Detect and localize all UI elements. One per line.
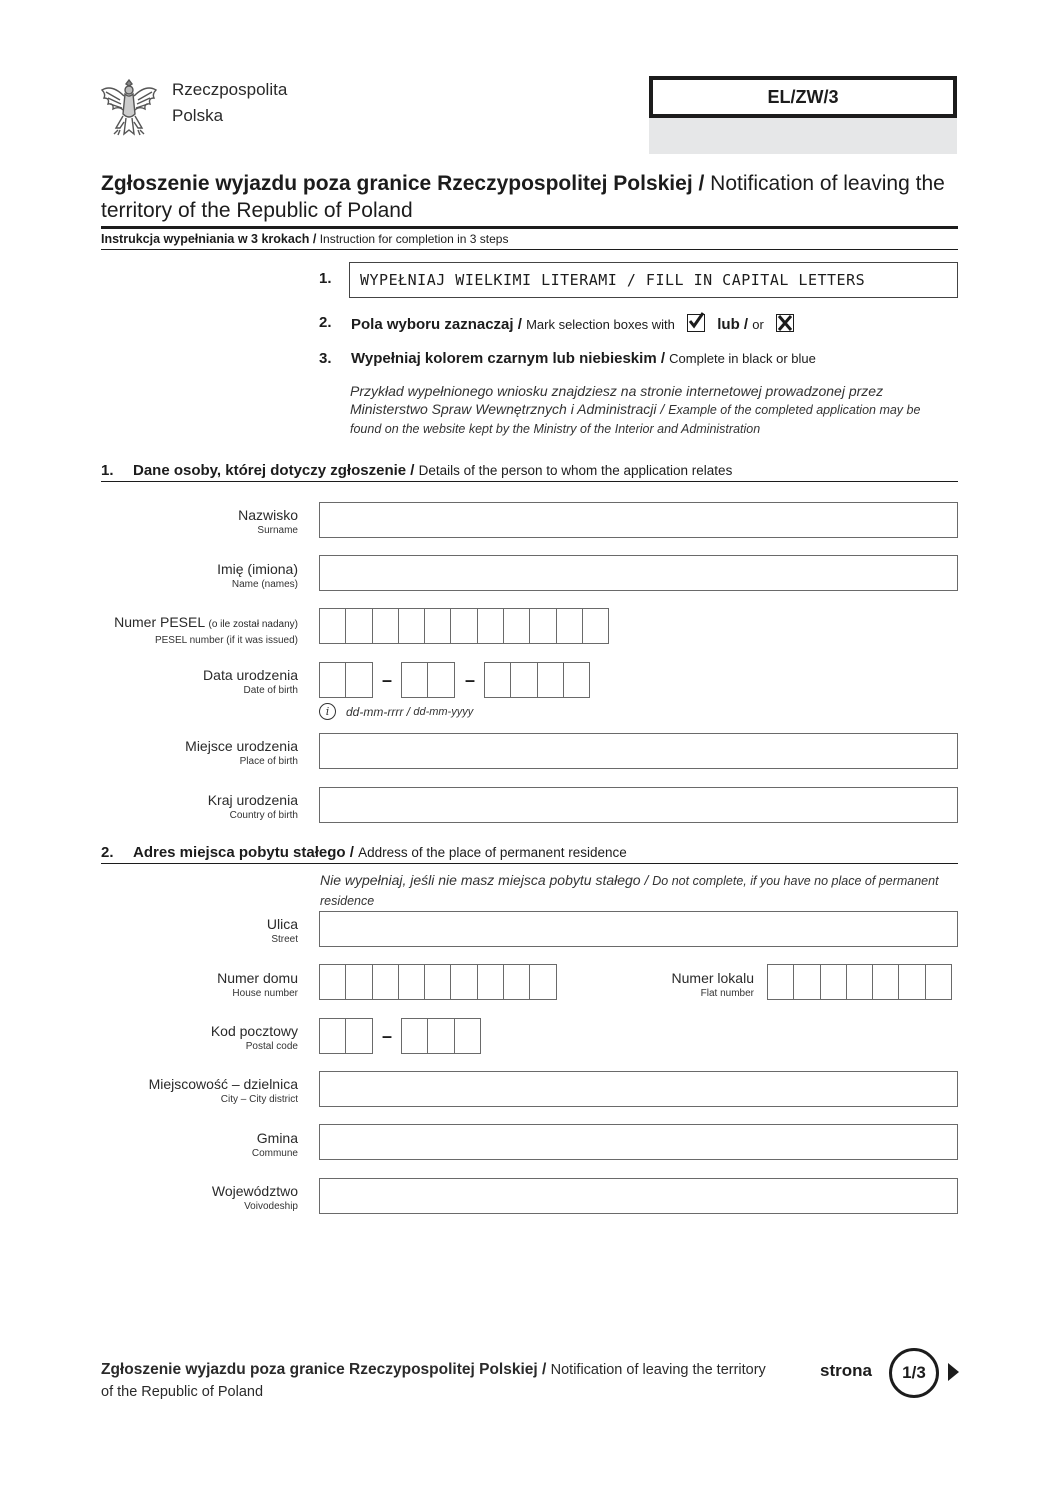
street-label — [267, 915, 298, 947]
step-2-en: Mark selection boxes with — [526, 317, 675, 332]
flat-number-char[interactable] — [872, 964, 899, 1000]
house-number-char[interactable] — [372, 964, 399, 1000]
place-of-birth-field[interactable] — [319, 733, 958, 769]
dob-day-field[interactable] — [319, 662, 373, 698]
page-number: 1/3 — [889, 1348, 939, 1398]
dob-year-digit[interactable] — [563, 662, 590, 698]
street-label-en: Street — [271, 934, 298, 945]
postal-code-digit[interactable] — [401, 1018, 428, 1054]
footer-title-pl: Zgłoszenie wyjazdu poza granice Rzeczypospolitej Polskiej / — [101, 1361, 547, 1378]
date-separator: – — [465, 670, 476, 690]
dob-day-digit[interactable] — [319, 662, 346, 698]
dob-month-field[interactable] — [401, 662, 455, 698]
house-number-char[interactable] — [345, 964, 372, 1000]
step-number: 2. — [319, 314, 332, 331]
pesel-digit[interactable] — [582, 608, 609, 644]
date-format-hint — [319, 703, 473, 720]
instructions-heading-en: Instruction for completion in 3 steps — [319, 232, 509, 246]
instructions-heading — [101, 232, 508, 246]
pesel-digit[interactable] — [477, 608, 504, 644]
country-line-1: Rzeczpospolita — [172, 80, 288, 99]
residence-note-en: Do not complete, if you have no place of permanent residence — [320, 874, 939, 908]
footer-title — [101, 1359, 781, 1403]
names-label — [217, 560, 298, 592]
checkmark-icon — [687, 314, 705, 332]
postal-code-part2[interactable] — [401, 1018, 481, 1054]
pesel-label-pl-note: (o ile został nadany) — [208, 619, 298, 630]
dob-month-digit[interactable] — [401, 662, 428, 698]
house-number-label-pl: Numer domu — [217, 970, 298, 986]
pob-label-en: Place of birth — [239, 756, 298, 767]
date-format-en: dd-mm-yyyy — [413, 705, 474, 718]
pesel-digit[interactable] — [319, 608, 346, 644]
commune-label — [252, 1129, 298, 1161]
house-number-char[interactable] — [529, 964, 556, 1000]
office-use-box — [649, 118, 957, 154]
pesel-label-en: PESEL number (if it was issued) — [154, 635, 298, 646]
cob-label — [208, 791, 298, 823]
page-title — [101, 170, 961, 224]
surname-field[interactable] — [319, 502, 958, 538]
postal-code-label-en: Postal code — [245, 1041, 298, 1052]
pesel-label-pl-main: Numer PESEL — [114, 614, 205, 630]
city-label — [149, 1075, 298, 1107]
pesel-field[interactable] — [319, 608, 609, 644]
dob-label — [203, 666, 298, 698]
section-2-heading — [101, 844, 627, 861]
names-label-pl: Imię (imiona) — [217, 561, 298, 577]
postal-code-part1[interactable] — [319, 1018, 373, 1054]
postal-code-digit[interactable] — [319, 1018, 346, 1054]
surname-label — [238, 506, 298, 538]
country-name — [172, 77, 287, 129]
voivodeship-field[interactable] — [319, 1178, 958, 1214]
step-3-pl: Wypełniaj kolorem czarnym lub niebieskim / — [351, 350, 665, 367]
city-field[interactable] — [319, 1071, 958, 1107]
pesel-digit[interactable] — [556, 608, 583, 644]
flat-number-field[interactable] — [767, 964, 952, 1000]
form-code: EL/ZW/3 — [649, 76, 957, 118]
section-2-title-pl: Adres miejsca pobytu stałego / — [133, 844, 354, 861]
dob-year-digit[interactable] — [537, 662, 564, 698]
section-1-title-en: Details of the person to whom the application relates — [418, 463, 733, 478]
next-page-icon[interactable] — [948, 1363, 959, 1381]
flat-number-label-en: Flat number — [700, 988, 754, 999]
residence-note-pl: Nie wypełniaj, jeśli nie masz miejsca pobytu stałego / — [320, 872, 649, 888]
footer-title-en: Notification of leaving the territory of the Republic of Poland — [101, 1362, 766, 1400]
pesel-digit[interactable] — [450, 608, 477, 644]
residence-note — [320, 871, 940, 911]
pob-label-pl: Miejsce urodzenia — [185, 738, 298, 754]
page-label: strona — [820, 1361, 872, 1380]
cob-label-en: Country of birth — [229, 810, 298, 821]
house-number-label-en: House number — [232, 988, 298, 999]
commune-label-en: Commune — [251, 1148, 298, 1159]
pob-label — [185, 737, 298, 769]
title-pl: Zgłoszenie wyjazdu poza granice Rzeczypospolitej Polskiej / — [101, 172, 705, 195]
house-number-char[interactable] — [424, 964, 451, 1000]
pesel-digit[interactable] — [503, 608, 530, 644]
divider — [101, 226, 958, 229]
step-2-text — [351, 314, 794, 333]
voivodeship-label-pl: Województwo — [211, 1183, 298, 1199]
polish-eagle-icon — [98, 74, 160, 140]
commune-label-pl: Gmina — [256, 1130, 298, 1146]
flat-number-char[interactable] — [793, 964, 820, 1000]
capital-letters-instruction: WYPEŁNIAJ WIELKIMI LITERAMI / FILL IN CAPITAL LETTERS — [349, 262, 958, 298]
names-label-en: Name (names) — [231, 579, 298, 590]
flat-number-label — [672, 969, 754, 1001]
postal-code-digit[interactable] — [454, 1018, 481, 1054]
instructions-heading-pl: Instrukcja wypełniania w 3 krokach / — [101, 232, 317, 246]
country-line-2: Polska — [172, 106, 224, 125]
cross-icon — [776, 314, 794, 332]
country-of-birth-field[interactable] — [319, 787, 958, 823]
flat-number-char[interactable] — [846, 964, 873, 1000]
divider — [101, 249, 958, 250]
pesel-digit[interactable] — [529, 608, 556, 644]
step-2-or-en: or — [752, 317, 764, 332]
section-number: 2. — [101, 844, 114, 861]
flat-number-char[interactable] — [767, 964, 794, 1000]
commune-field[interactable] — [319, 1124, 958, 1160]
section-1-title-pl: Dane osoby, której dotyczy zgłoszenie / — [133, 462, 415, 479]
divider — [101, 863, 958, 864]
pesel-label-pl — [114, 613, 298, 634]
postal-separator: – — [382, 1026, 393, 1046]
house-number-char[interactable] — [398, 964, 425, 1000]
house-number-field[interactable] — [319, 964, 557, 1000]
dob-year-field[interactable] — [484, 662, 590, 698]
names-field[interactable] — [319, 555, 958, 591]
flat-number-label-pl: Numer lokalu — [671, 970, 754, 986]
cob-label-pl: Kraj urodzenia — [207, 792, 298, 808]
surname-label-en: Surname — [257, 525, 298, 536]
step-number: 1. — [319, 270, 332, 287]
voivodeship-label — [212, 1182, 298, 1214]
postal-code-label — [211, 1022, 298, 1054]
pesel-label — [114, 613, 298, 648]
flat-number-char[interactable] — [898, 964, 925, 1000]
surname-label-pl: Nazwisko — [238, 507, 298, 523]
section-2-title-en: Address of the place of permanent residence — [358, 845, 627, 860]
section-number: 1. — [101, 462, 114, 479]
postal-code-digit[interactable] — [345, 1018, 372, 1054]
city-label-en: City – City district — [220, 1094, 298, 1105]
section-1-heading — [101, 462, 732, 479]
divider — [101, 481, 958, 482]
title-en: Notification of leaving the territory of the Republic of Poland — [101, 172, 945, 222]
postal-code-label-pl: Kod pocztowy — [210, 1023, 298, 1039]
dob-label-en: Date of birth — [243, 685, 298, 696]
postal-code-digit[interactable] — [427, 1018, 454, 1054]
house-number-label — [217, 969, 298, 1001]
dob-label-pl: Data urodzenia — [203, 667, 298, 683]
step-2-or-pl: lub / — [717, 316, 749, 333]
pesel-digit[interactable] — [345, 608, 372, 644]
step-number: 3. — [319, 350, 332, 367]
house-number-char[interactable] — [450, 964, 477, 1000]
street-field[interactable] — [319, 911, 958, 947]
dob-year-digit[interactable] — [510, 662, 537, 698]
dob-day-digit[interactable] — [345, 662, 372, 698]
date-separator: – — [382, 670, 393, 690]
step-3-text — [351, 350, 816, 367]
house-number-char[interactable] — [319, 964, 346, 1000]
example-note-pl: Przykład wypełnionego wniosku znajdziesz na stronie internetowej prowadzonej przez Ministerstwo Spraw Wewnętrznych i Administracji / — [350, 383, 884, 417]
date-format-pl: dd-mm-rrrr / — [346, 704, 410, 719]
example-note-en: Example of the completed application may be found on the website kept by the Ministry of the Interior and Administration — [350, 403, 921, 436]
house-number-char[interactable] — [503, 964, 530, 1000]
example-note — [350, 382, 950, 438]
street-label-pl: Ulica — [266, 916, 298, 932]
flat-number-char[interactable] — [925, 964, 952, 1000]
dob-month-digit[interactable] — [427, 662, 454, 698]
info-icon: i — [319, 703, 336, 720]
pesel-digit[interactable] — [398, 608, 425, 644]
city-label-pl: Miejscowość – dzielnica — [148, 1076, 298, 1092]
pesel-digit[interactable] — [424, 608, 451, 644]
voivodeship-label-en: Voivodeship — [244, 1201, 298, 1212]
pesel-digit[interactable] — [372, 608, 399, 644]
flat-number-char[interactable] — [820, 964, 847, 1000]
house-number-char[interactable] — [477, 964, 504, 1000]
dob-year-digit[interactable] — [484, 662, 511, 698]
step-3-en: Complete in black or blue — [669, 351, 816, 366]
step-2-pl: Pola wyboru zaznaczaj / — [351, 316, 522, 333]
